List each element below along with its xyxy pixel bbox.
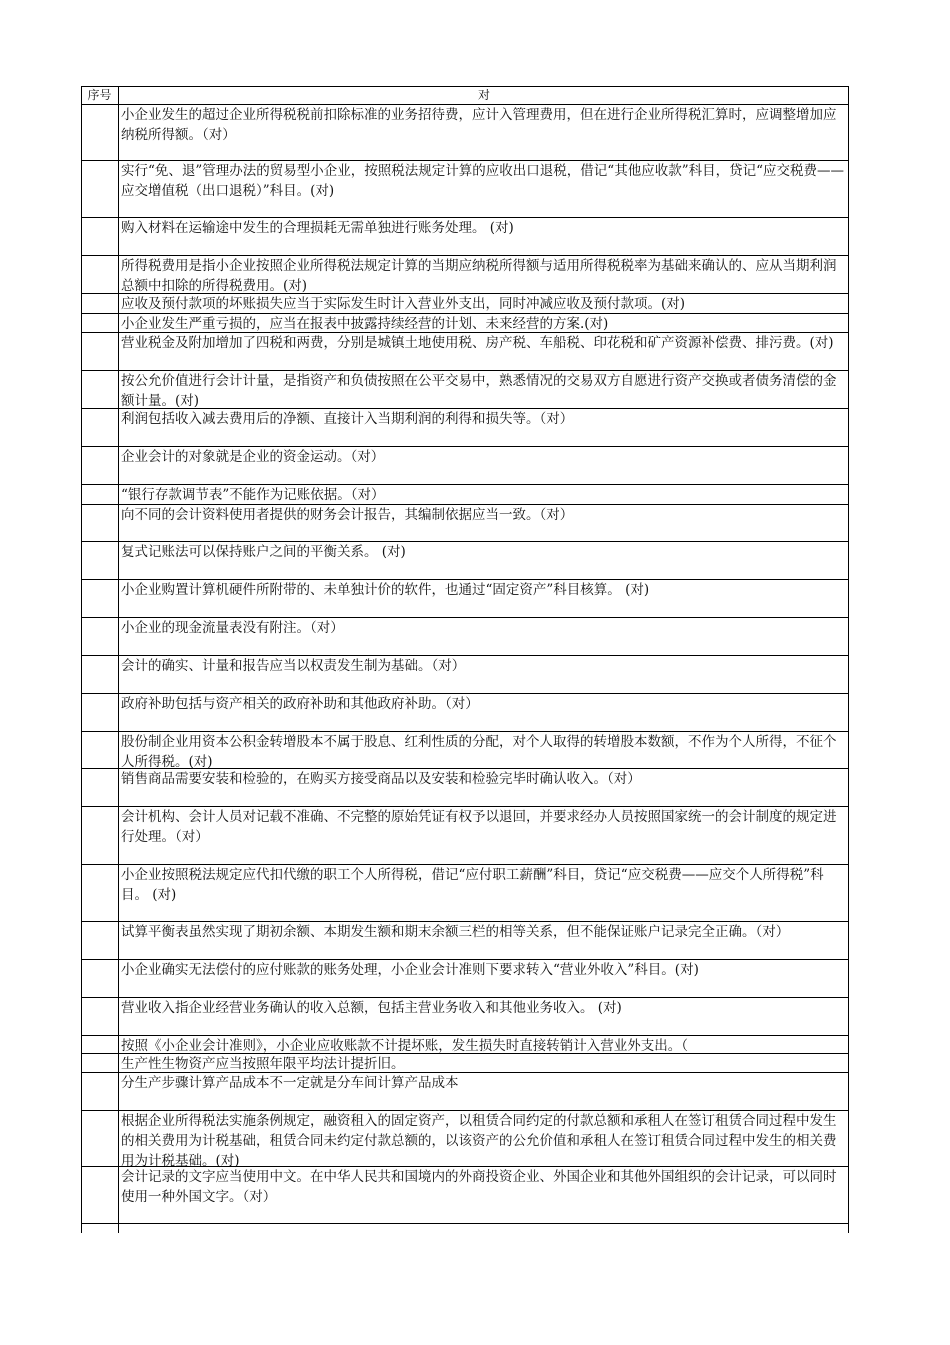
statement-text: 分生产步骤计算产品成本不一定就是分车间计算产品成本 <box>121 1075 459 1091</box>
statement-text: 会计记录的文字应当使用中文。在中华人民共和国境内的外商投资企业、外国企业和其他外国组织的会计记录，可以同时使用一种外国文字。（对） <box>121 1169 837 1205</box>
statement-text: 根据企业所得税法实施条例规定，融资租入的固定资产，以租赁合同约定的付款总额和承租人在签订租赁合同过程中发生的相关费用为计税基础，租赁合同未约定付款总额的，以该资产的公允价值和承租人在签订租赁合同过程中发生的相关费用为计税基础。(对) <box>121 1113 837 1169</box>
table-row <box>81 655 849 693</box>
statement-text: 小企业发生的超过企业所得税税前扣除标准的业务招待费，应计入管理费用，但在进行企业所得税汇算时，应调整增加应纳税所得额。（对） <box>121 107 837 143</box>
statement-text: 按照《小企业会计准则》，小企业应收账款不计提坏账，发生损失时直接转销计入营业外支出。（ <box>121 1038 688 1054</box>
table-row <box>81 768 849 806</box>
table-row <box>81 217 849 255</box>
statement-text: 政府补助包括与资产相关的政府补助和其他政府补助。（对） <box>121 696 479 712</box>
statement-text: 股份制企业用资本公积金转增股本不属于股息、红利性质的分配，对个人取得的转增股本数额，不作为个人所得，不征个人所得税。(对) <box>121 734 837 770</box>
table-row <box>81 446 849 484</box>
statement-text: 小企业按照税法规定应代扣代缴的职工个人所得税，借记“应付职工薪酬”科目，贷记“应交税费——应交个人所得税”科目。 (对) <box>121 867 824 903</box>
statement-text: 会计的确实、计量和报告应当以权责发生制为基础。（对） <box>121 658 466 674</box>
table-row <box>81 293 849 313</box>
statement-text: 企业会计的对象就是企业的资金运动。（对） <box>121 449 385 465</box>
table-row <box>81 541 849 579</box>
table-row <box>81 1072 849 1110</box>
table-row <box>81 504 849 541</box>
table-row <box>81 408 849 446</box>
statement-text: 所得税费用是指小企业按照企业所得税法规定计算的当期应纳税所得额与适用所得税税率为基础来确认的、应从当期利润总额中扣除的所得税费用。(对) <box>121 258 837 294</box>
statement-text: 向不同的会计资料使用者提供的财务会计报告，其编制依据应当一致。（对） <box>121 507 574 523</box>
statement-text: 复式记账法可以保持账户之间的平衡关系。 (对) <box>121 544 406 560</box>
table-row <box>81 1035 849 1053</box>
statement-text: 小企业发生严重亏损的，应当在报表中披露持续经营的计划、未来经营的方案.(对) <box>121 316 609 332</box>
statement-text: 销售商品需要安装和检验的，在购买方接受商品以及安装和检验完毕时确认收入。（对） <box>121 771 641 787</box>
table-row <box>81 731 849 768</box>
statement-text: 营业收入指企业经营业务确认的收入总额，包括主营业务收入和其他业务收入。 (对) <box>121 1000 622 1016</box>
table-row <box>81 1053 849 1072</box>
table-row <box>81 332 849 370</box>
header-answer-label: 对 <box>477 88 490 102</box>
statement-text: 购入材料在运输途中发生的合理损耗无需单独进行账务处理。 (对) <box>121 220 514 236</box>
table-row <box>81 160 849 217</box>
statement-text: 小企业购置计算机硬件所附带的、未单独计价的软件，也通过“固定资产”科目核算。 (对) <box>121 582 650 598</box>
statement-text: 应收及预付款项的坏账损失应当于实际发生时计入营业外支出，同时冲减应收及预付款项。(对) <box>121 296 686 312</box>
table-row <box>81 997 849 1035</box>
table-row <box>81 104 849 160</box>
statement-text: 按公允价值进行会计计量，是指资产和负债按照在公平交易中，熟悉情况的交易双方自愿进行资产交换或者债务清偿的金额计量。(对) <box>121 373 837 409</box>
header-row <box>81 86 849 104</box>
table-row <box>81 864 849 921</box>
statement-text: “银行存款调节表”不能作为记账依据。（对） <box>121 487 385 503</box>
statement-text: 小企业确实无法偿付的应付账款的账务处理，小企业会计准则下要求转入“营业外收入”科目。(对) <box>121 962 699 978</box>
table-row <box>81 806 849 864</box>
table-row <box>81 313 849 332</box>
statement-text: 实行“免、退”管理办法的贸易型小企业，按照税法规定计算的应收出口退税，借记“其他应收款”科目，贷记“应交税费——应交增值税（出口退税）”科目。(对) <box>121 163 845 199</box>
table-row <box>81 693 849 731</box>
statement-text: 会计机构、会计人员对记载不准确、不完整的原始凭证有权予以退回，并要求经办人员按照国家统一的会计制度的规定进行处理。（对） <box>121 809 837 845</box>
table-row <box>81 579 849 617</box>
statement-text: 利润包括收入减去费用后的净额、直接计入当期利润的利得和损失等。（对） <box>121 411 574 427</box>
header-num-label: 序号 <box>87 88 112 102</box>
table-row <box>81 1166 849 1224</box>
table-row <box>81 255 849 293</box>
table-row <box>81 484 849 504</box>
table-row <box>81 921 849 959</box>
table-row <box>81 1110 849 1169</box>
table-row <box>81 959 849 997</box>
statement-text: 试算平衡表虽然实现了期初余额、本期发生额和期末余额三栏的相等关系，但不能保证账户记录完全正确。（对） <box>121 924 790 940</box>
statement-text: 营业税金及附加增加了四税和两费，分别是城镇土地使用税、房产税、车船税、印花税和矿产资源补偿费、排污费。(对) <box>121 335 834 351</box>
table-row <box>81 617 849 655</box>
table-row <box>81 370 849 408</box>
statement-text: 生产性生物资产应当按照年限平均法计提折旧。 <box>121 1056 405 1072</box>
answer-sheet-table <box>81 86 849 1233</box>
statement-text: 小企业的现金流量表没有附注。（对） <box>121 620 344 636</box>
